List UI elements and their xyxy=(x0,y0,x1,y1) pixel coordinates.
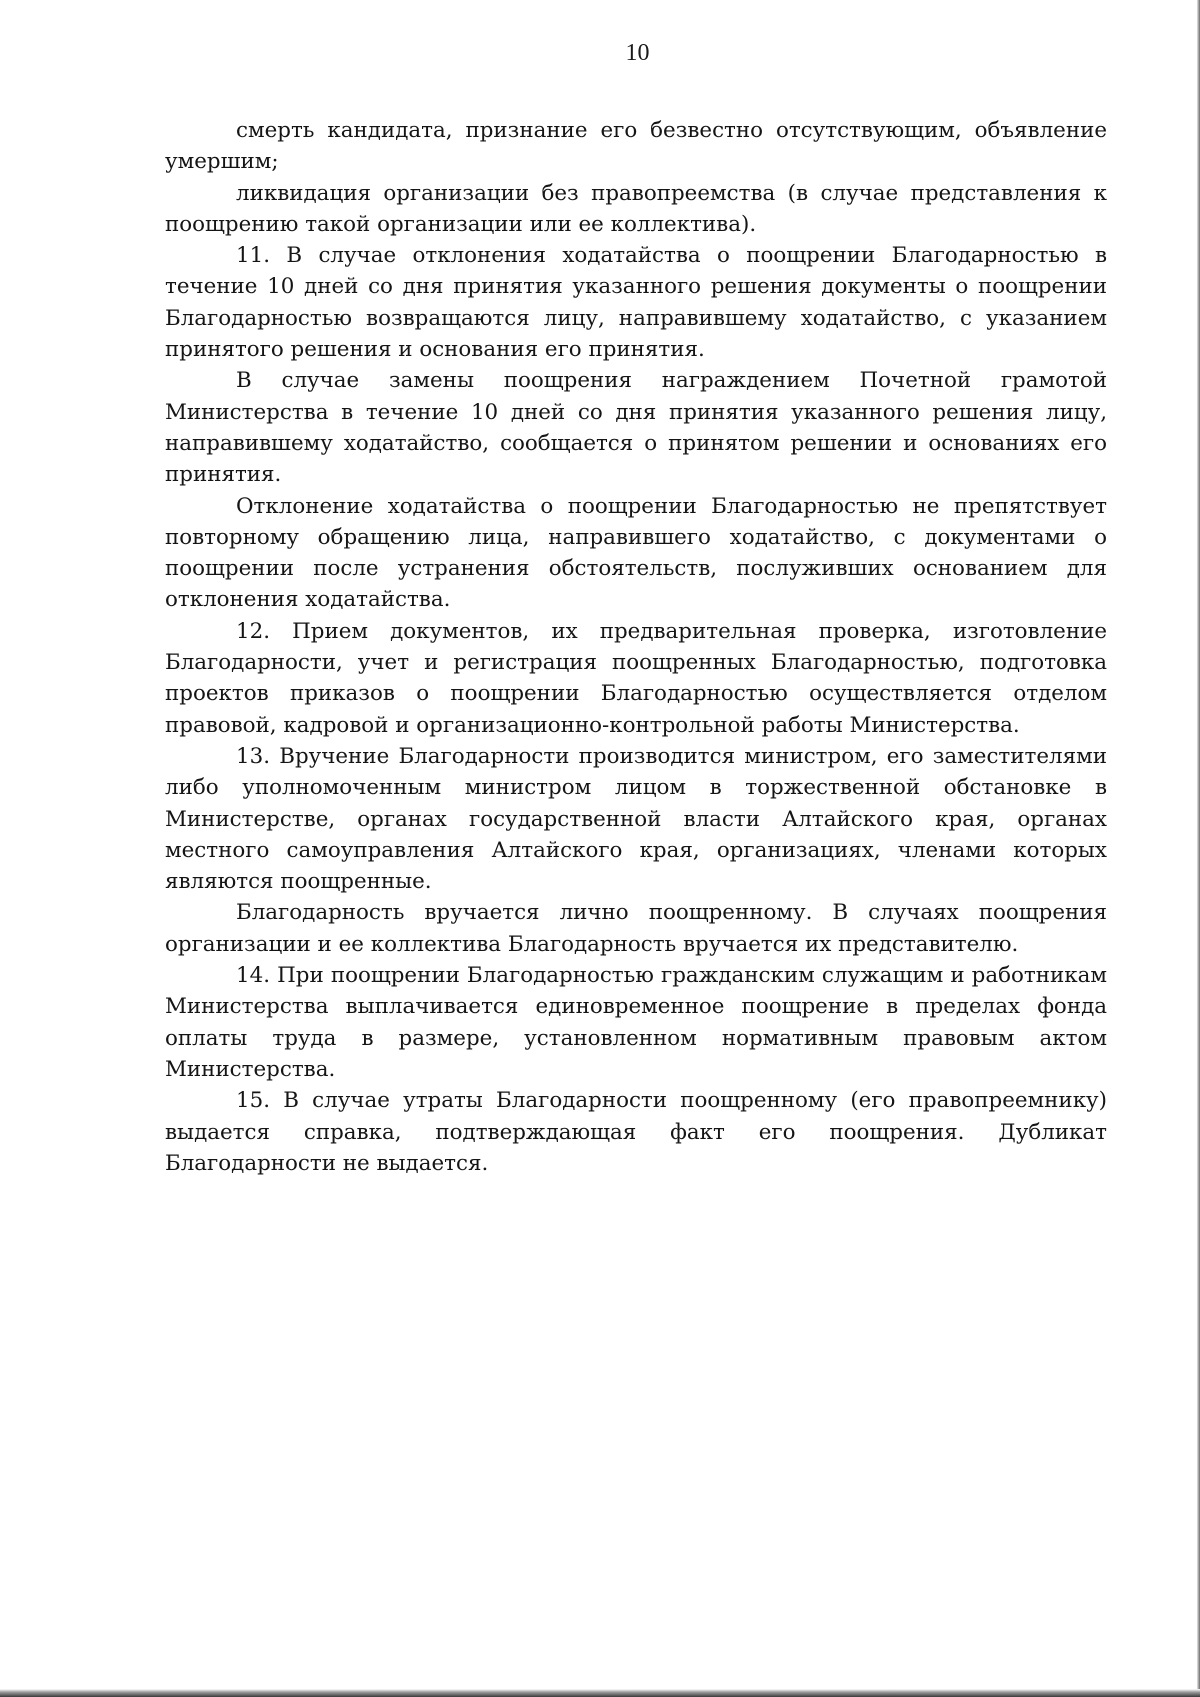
paragraph-organization-liquidation: ликвидация организации без правопреемства (в случае представления к поощрению такой организации или ее коллектива). xyxy=(165,180,1107,237)
paragraph-12-document-processing: 12. Прием документов, их предварительная проверка, изготовление Благодарности, учет и регистрация поощренных Благодарностью, подготовка проектов приказов о поощрении Благодарностью осуществляется отделом правовой, кадровой и организационно-контрольной работы Министерства. xyxy=(165,618,1107,738)
paragraph-14-one-time-bonus: 14. При поощрении Благодарностью гражданским служащим и работникам Министерства выплачивается единовременное поощрение в пределах фонда оплаты труда в размере, установленном нормативным правовым актом Министерства. xyxy=(165,963,1107,1082)
paragraph-personal-presentation: Благодарность вручается лично поощренному. В случаях поощрения организации и ее коллектива Благодарность вручается их представителю. xyxy=(165,900,1107,957)
paragraph-candidate-death: смерть кандидата, признание его безвестно отсутствующим, объявление умершим; xyxy=(165,118,1107,175)
paragraph-award-replacement: В случае замены поощрения награждением Почетной грамотой Министерства в течение 10 дней со дня принятия указанного решения лицу, направившему ходатайство, сообщается о принятом решении и основаниях его принятия. xyxy=(165,368,1107,488)
document-body xyxy=(165,115,1107,1179)
paragraph-13-award-presentation: 13. Вручение Благодарности производится министром, его заместителями либо уполномоченным министром лицом в торжественной обстановке в Министерстве, органах государственной власти Алтайского края, органах местного самоуправления Алтайского края, организациях, членами которых являются поощренные. xyxy=(165,743,1107,895)
page-edge-bottom xyxy=(0,1689,1200,1697)
paragraph-repeat-petition: Отклонение ходатайства о поощрении Благодарностью не препятствует повторному обращению лица, направившего ходатайство, с документами о поощрении после устранения обстоятельств, послуживших основанием для отклонения ходатайства. xyxy=(165,493,1107,613)
page-number: 10 xyxy=(625,40,650,66)
paragraph-11-petition-rejection: 11. В случае отклонения ходатайства о поощрении Благодарностью в течение 10 дней со дня принятия указанного решения документы о поощрении Благодарностью возвращаются лицу, направившему ходатайство, с указанием принятого решения и основания его принятия. xyxy=(165,243,1107,363)
paragraph-15-loss-of-award: 15. В случае утраты Благодарности поощренному (его правопреемнику) выдается справка, подтверждающая факт его поощрения. Дубликат Благодарности не выдается. xyxy=(165,1088,1107,1176)
